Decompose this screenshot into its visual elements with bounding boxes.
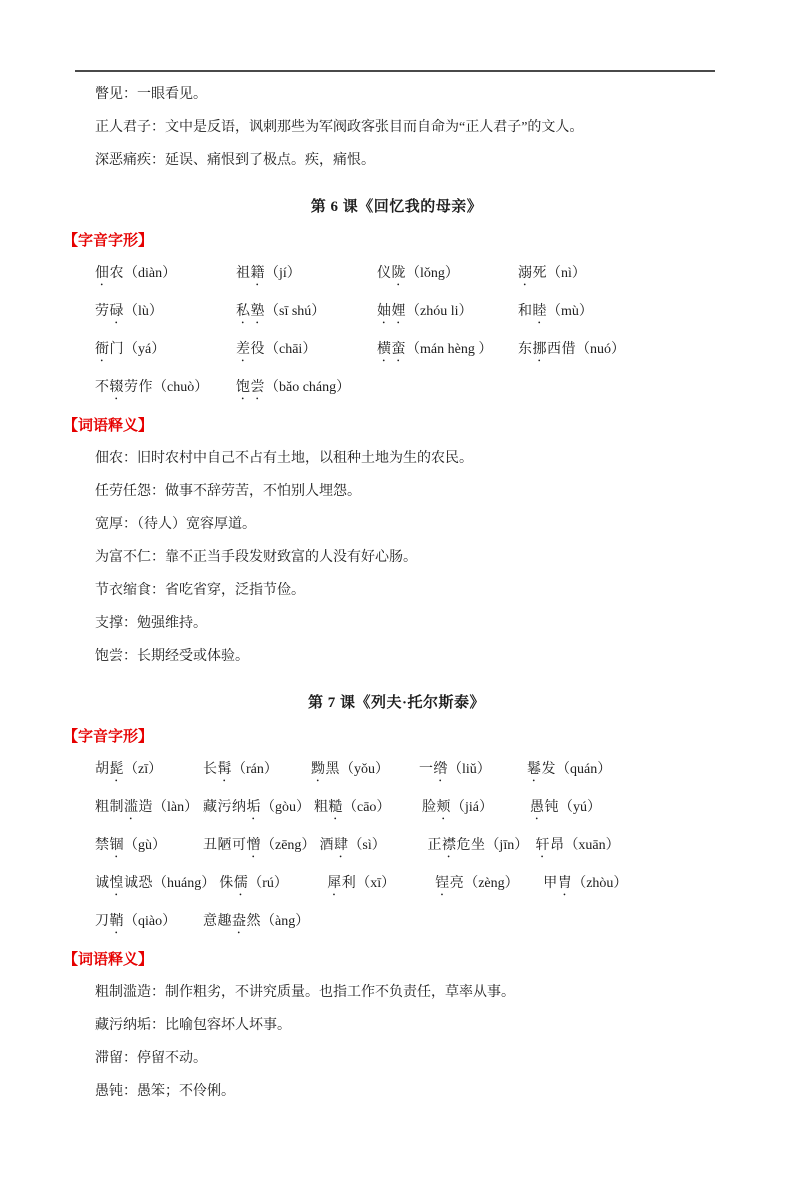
term-char: 侏 [219,876,234,891]
word-term [203,914,261,929]
word-term [95,380,153,395]
term-char: 衙 [95,342,110,357]
word-pinyin: （jiá） [451,800,493,815]
glossary-heading: 【词语释义】 [63,952,154,968]
word-entry [377,264,514,289]
word-pinyin: （rán） [232,762,278,777]
word-entry [319,836,423,861]
word-pinyin: （lù） [124,304,163,319]
word-pinyin: （mù） [547,304,593,319]
term-char: 酒 [319,838,334,853]
word-pinyin: （yǒu） [340,762,389,777]
term-char: 蛮 [391,342,406,357]
definition-line: 佃农：旧时农村中自己不占有土地，以租种土地为生的农民。 [95,451,473,466]
word-entry [314,798,418,823]
word-pinyin: （mán hèng ） [406,342,493,357]
definition-line: 饱尝：长期经受或体验。 [95,649,249,664]
term-char: 鞘 [109,914,124,929]
term-char: 污 [217,800,232,815]
term-char: 粗 [95,800,110,815]
word-pinyin: （xī） [356,876,396,891]
word-term [236,342,265,357]
term-char: 不 [95,380,110,395]
term-char: 垢 [246,800,261,815]
term-char: 愚 [530,800,545,815]
term-char: 惶 [109,876,124,891]
word-term [236,266,265,281]
intro-definitions [0,85,793,171]
word-entry [377,340,514,365]
term-char: 死 [532,266,547,281]
term-char: 髭 [109,762,124,777]
phonetics-heading: 【字音字形】 [63,233,154,249]
word-term [327,876,356,891]
term-char: 农 [109,266,124,281]
word-entry [518,264,655,289]
word-term [518,304,547,319]
word-term [95,800,153,815]
word-pinyin: （lǒng） [406,266,459,281]
word-entry [95,798,199,823]
lesson-title: 第 6 课《回忆我的母亲》 [310,199,483,215]
word-entry [535,836,639,861]
word-entry [427,836,531,861]
word-pinyin: （huáng） [153,876,216,891]
glossary-heading: 【词语释义】 [63,418,154,434]
definition-line: 宽厚：（待人）宽容厚道。 [95,517,256,532]
word-term [95,876,153,891]
phonetics-heading: 【字音字形】 [63,729,154,745]
term-char: 塾 [250,304,265,319]
term-char: 劳 [95,304,110,319]
word-term [236,380,265,395]
word-term [95,342,124,357]
word-pinyin: （zèng） [464,876,519,891]
word-term [311,762,340,777]
term-char: 横 [377,342,392,357]
word-entry [95,874,215,899]
word-entry [236,378,373,403]
term-char: 意 [203,914,218,929]
term-char: 襟 [441,838,457,853]
word-term [95,838,124,853]
term-char: 祖 [236,266,251,281]
term-char: 挪 [532,342,547,357]
term-char: 辍 [109,380,124,395]
term-char: 和 [518,304,533,319]
word-row [95,874,793,899]
word-term [419,762,448,777]
word-pinyin: （àng） [261,914,310,929]
term-char: 危 [456,838,471,853]
word-entry [219,874,323,899]
term-char: 鬈 [527,762,542,777]
word-entry [419,760,523,785]
word-term [377,266,406,281]
word-pinyin: （zhòu） [572,876,628,891]
word-term [95,266,124,281]
term-char: 昂 [549,838,565,853]
word-pinyin: （yá） [124,342,166,357]
word-pinyin: （diàn） [124,266,177,281]
word-pinyin: （sì） [348,838,386,853]
word-pinyin: （nuó） [576,342,625,357]
term-char: 绺 [433,762,448,777]
term-char: 坐 [470,838,486,853]
term-char: 役 [250,342,265,357]
word-entry [518,340,655,365]
word-row [95,836,793,861]
term-char: 造 [138,800,153,815]
lesson-section [0,693,793,1102]
term-char: 饱 [236,380,251,395]
word-term [530,800,559,815]
word-pinyin: （chāi） [265,342,317,357]
word-term [203,800,261,815]
term-char: 西 [547,342,562,357]
term-char: 籍 [250,266,265,281]
word-term [377,342,406,357]
term-char: 憎 [246,838,261,853]
word-pinyin: （rú） [248,876,288,891]
term-char: 借 [561,342,576,357]
term-char: 轩 [535,838,550,853]
lessons [0,197,793,1102]
word-entry [327,874,431,899]
word-pinyin: （zēng） [261,838,316,853]
term-char: 尝 [250,380,265,395]
word-pinyin: （qiào） [124,914,177,929]
word-term [219,876,248,891]
term-char: 脸 [422,800,437,815]
term-char: 恐 [138,876,153,891]
word-row [95,378,793,403]
term-char: 长 [203,762,218,777]
term-char: 藏 [203,800,218,815]
word-term [422,800,451,815]
word-pinyin: （quán） [556,762,612,777]
term-char: 制 [109,800,124,815]
term-char: 亮 [449,876,465,891]
word-entry [530,798,634,823]
word-term [95,304,124,319]
term-char: 髯 [217,762,232,777]
term-char: 颊 [436,800,451,815]
term-char: 黝 [311,762,326,777]
word-term [435,876,464,891]
word-entry [95,302,232,327]
term-char: 娌 [391,304,406,319]
word-term [203,838,261,853]
word-term [427,838,485,853]
word-entry [311,760,415,785]
word-term [314,800,343,815]
lesson-title: 第 7 课《列夫·托尔斯泰》 [307,695,485,711]
definition-line: 深恶痛疾：延误、痛恨到了极点。疾，痛恨。 [95,153,375,168]
term-char: 差 [236,342,251,357]
lesson-section [0,197,793,667]
term-char: 诚 [95,876,110,891]
word-entry [543,874,647,899]
term-char: 甲 [543,876,558,891]
term-char: 作 [138,380,153,395]
word-entry [203,836,315,861]
term-char: 陇 [391,266,406,281]
word-entry [95,912,199,937]
term-char: 可 [232,838,247,853]
definition-line: 为富不仁：靠不正当手段发财致富的人没有好心肠。 [95,550,417,565]
word-term [203,762,232,777]
definition-line: 任劳任怨：做事不辞劳苦，不怕别人埋怨。 [95,484,361,499]
word-entry [95,378,232,403]
term-char: 胄 [557,876,573,891]
word-row [95,912,793,937]
word-entry [236,340,373,365]
word-entry [203,760,307,785]
term-char: 仪 [377,266,392,281]
term-char: 丑 [203,838,218,853]
word-pinyin: （zī） [124,762,163,777]
word-entry [203,912,309,937]
term-char: 溺 [518,266,533,281]
term-char: 一 [419,762,434,777]
word-term [95,762,124,777]
term-char: 睦 [532,304,547,319]
term-char: 粗 [314,800,329,815]
word-entry [518,302,655,327]
word-pinyin: （sī shú） [265,304,326,319]
word-pinyin: （yú） [559,800,601,815]
word-row [95,264,793,289]
term-char: 妯 [377,304,392,319]
definition-line: 支撑：勉强维持。 [95,616,207,631]
definition-line: 粗制滥造：制作粗劣，不讲究质量。也指工作不负责任，草率从事。 [95,985,515,1000]
term-char: 钝 [544,800,559,815]
definition-line: 瞥见：一眼看见。 [95,87,207,102]
definition-line: 愚钝：愚笨；不伶俐。 [95,1084,235,1099]
word-row [95,760,793,785]
word-term [543,876,572,891]
definition-line: 节衣缩食：省吃省穿，泛指节俭。 [95,583,305,598]
term-char: 陋 [217,838,232,853]
term-char: 锃 [435,876,450,891]
word-rows [0,264,793,403]
word-pinyin: （gù） [124,838,166,853]
term-char: 盎 [232,914,247,929]
term-char: 私 [236,304,251,319]
term-char: 然 [246,914,261,929]
word-entry [95,264,232,289]
word-pinyin: （nì） [547,266,586,281]
term-char: 佃 [95,266,110,281]
word-pinyin: （làn） [153,800,199,815]
term-char: 肆 [333,838,349,853]
word-pinyin: （zhóu li） [406,304,473,319]
term-char: 门 [109,342,124,357]
term-char: 禁 [95,838,110,853]
word-entry [95,760,199,785]
term-char: 胡 [95,762,110,777]
word-entry [377,302,514,327]
definition-line: 正人君子：文中是反语，讽刺那些为军阀政客张目而自命为“正人君子”的文人。 [95,120,584,135]
word-term [518,342,576,357]
word-term [527,762,556,777]
word-term [319,838,348,853]
term-char: 儒 [233,876,249,891]
definition-line: 滞留：停留不动。 [95,1051,207,1066]
definition-line: 藏污纳垢：比喻包容坏人坏事。 [95,1018,291,1033]
word-pinyin: （bǎo cháng） [265,380,351,395]
word-pinyin: （xuān） [564,838,620,853]
word-rows [0,760,793,937]
word-term [95,914,124,929]
term-char: 诚 [124,876,139,891]
term-char: 利 [341,876,357,891]
term-char: 趣 [217,914,232,929]
word-entry [203,798,310,823]
word-entry [95,836,199,861]
word-entry [95,340,232,365]
word-pinyin: （jí） [265,266,301,281]
word-entry [435,874,539,899]
word-term [377,304,406,319]
word-pinyin: （gòu） [261,800,310,815]
document-page [0,70,793,1192]
word-pinyin: （jīn） [485,838,529,853]
word-term [518,266,547,281]
term-char: 纳 [232,800,247,815]
term-char: 劳 [124,380,139,395]
term-char: 发 [541,762,556,777]
term-char: 滥 [124,800,139,815]
word-term [535,838,564,853]
term-char: 刀 [95,914,110,929]
term-char: 锢 [109,838,124,853]
word-entry [422,798,526,823]
term-char: 黑 [325,762,340,777]
word-row [95,340,793,365]
divider-line [75,70,715,72]
term-char: 东 [518,342,533,357]
term-char: 糙 [328,800,343,815]
word-pinyin: （liǔ） [448,762,491,777]
word-entry [527,760,631,785]
term-char: 正 [427,838,442,853]
word-entry [236,302,373,327]
word-entry [236,264,373,289]
word-pinyin: （cāo） [343,800,391,815]
word-row [95,798,793,823]
word-row [95,302,793,327]
word-pinyin: （chuò） [153,380,209,395]
term-char: 碌 [109,304,124,319]
word-term [236,304,265,319]
term-char: 犀 [327,876,342,891]
